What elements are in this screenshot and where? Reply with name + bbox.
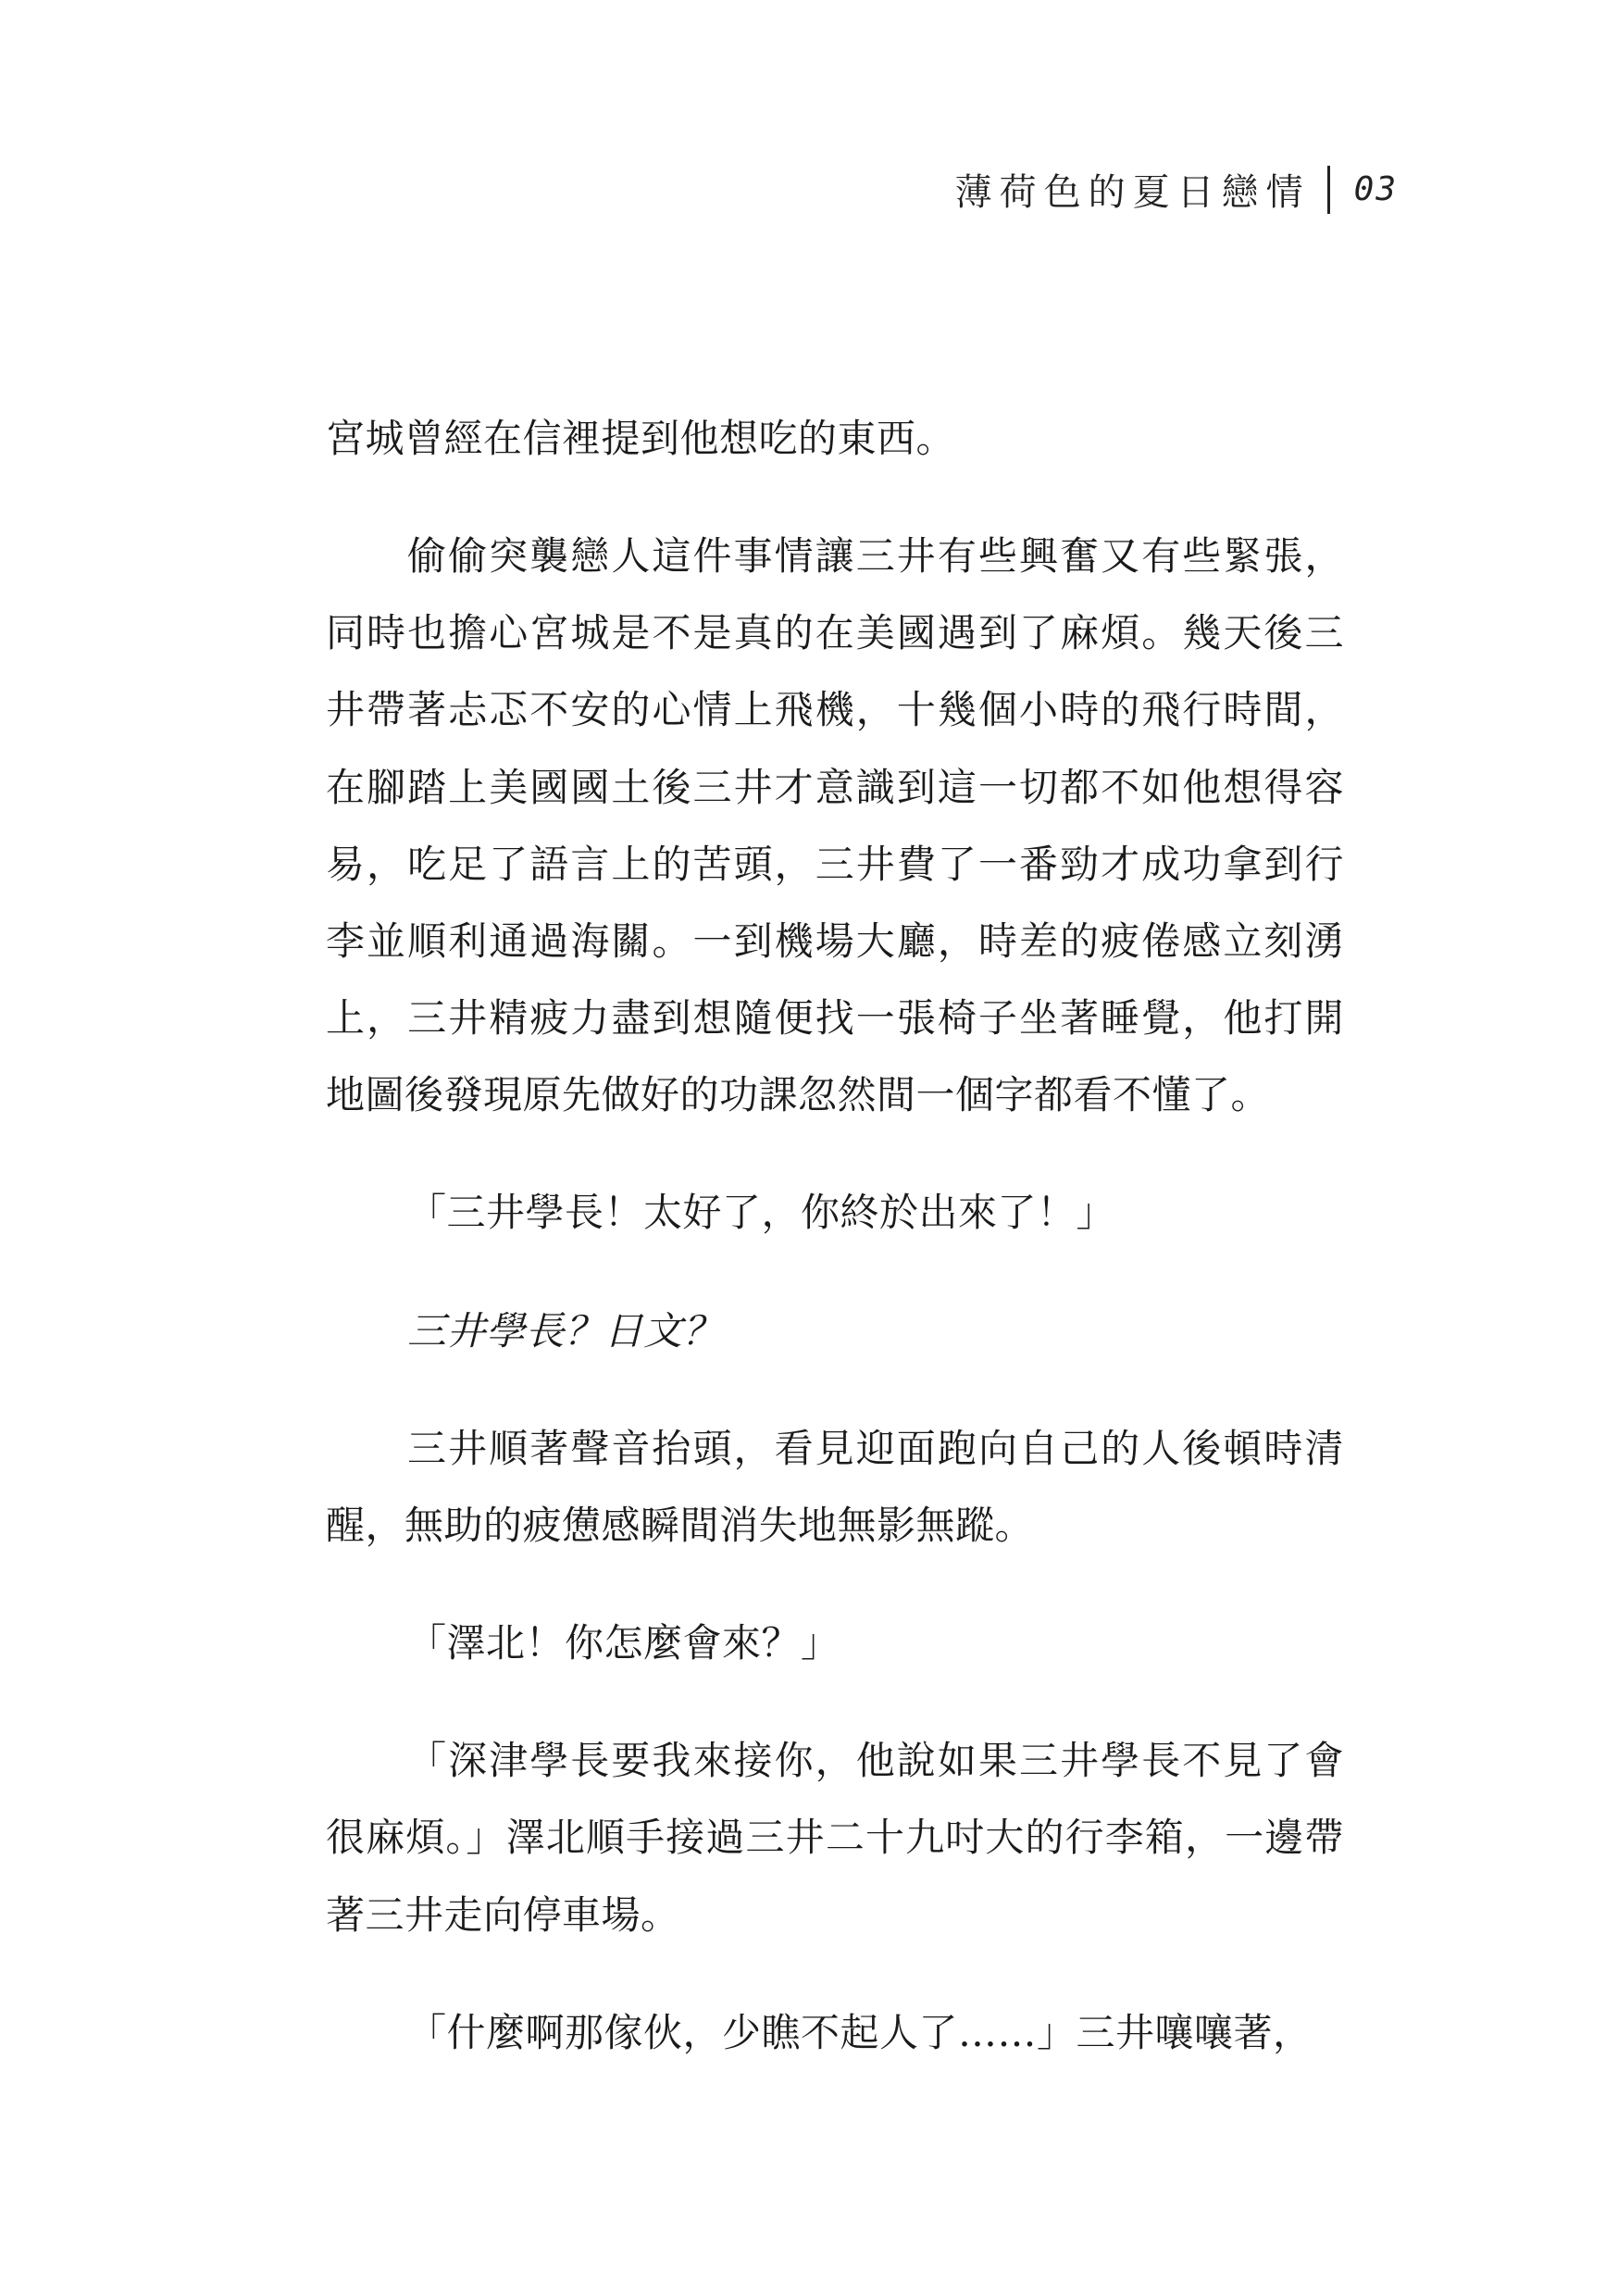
paragraph-3: 「三井學長！太好了，你終於出來了！」 [407, 1190, 1116, 1236]
page-body [326, 400, 1344, 2071]
paragraph-8: 「什麼啊那傢伙，少瞧不起人了……」三井嚷嚷著， [407, 2009, 1313, 2055]
page-number: 03 [1353, 170, 1398, 208]
paragraph-7: 「深津學長要我來接你，他說如果三井學長不見了會很麻煩。」澤北順手接過三井二十九吋大的行李箱，一邊帶著三井走向停車場。 [326, 1738, 1344, 1938]
book-title: 薄荷色的夏日戀情 [954, 171, 1311, 214]
paragraph-6: 「澤北！你怎麼會來？」 [407, 1620, 840, 1666]
paragraph-1: 宮城曾經在信裡提到他想吃的東西。 [326, 416, 956, 461]
paragraph-4: 三井學長？日文？ [407, 1307, 723, 1354]
paragraph-2: 偷偷突襲戀人這件事情讓三井有些興奮又有些緊張，同時也擔心宮城是不是真的在美國遇到了麻煩。幾天後三井帶著忐忑不安的心情上飛機，十幾個小時的飛行時間，在腳踏上美國國土後三井才意識到這一切都不如他想得容易，吃足了語言上的苦頭，三井費了一番勁才成功拿到行李並順利通過海關。一到機場大廳，時差的疲倦感立刻湧上，三井精疲力盡到想隨便找一張椅子坐著睡覺，他打開地圖後發現原先做好的功課忽然間一個字都看不懂了。 [326, 533, 1344, 1118]
header-divider [1327, 166, 1330, 214]
paragraph-5: 三井順著聲音抬頭，看見迎面跑向自己的人後頓時清醒，無助的疲憊感瞬間消失地無影無蹤。 [326, 1425, 1344, 1548]
running-header [955, 163, 1398, 216]
